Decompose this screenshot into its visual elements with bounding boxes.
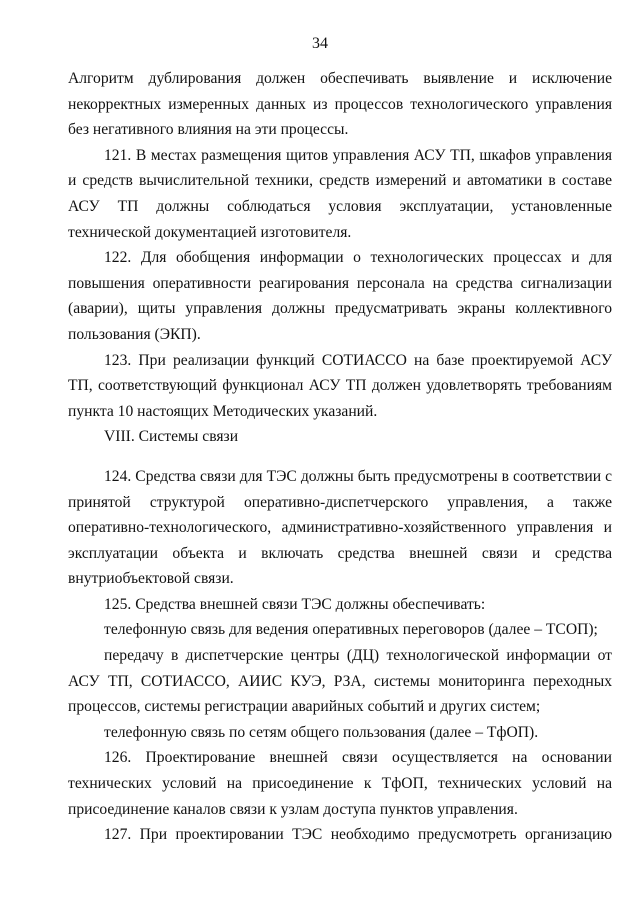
paragraph-125: 125. Средства внешней связи ТЭС должны обеспечивать:: [104, 595, 486, 613]
paragraph-121: 121. В местах размещения щитов управления АСУ ТП, шкафов управления и средств вычислительной техники, средств измерений и автоматики в составе АСУ ТП должны соблюдаться условия эксплуатации, установленные технической документацией изготовителя.: [68, 146, 612, 241]
list-item-dc-transfer: передачу в диспетчерские центры (ДЦ) технологической информации от АСУ ТП, СОТИАССО, АИИС КУЭ, РЗА, системы мониторинга переходных процессов, системы регистрации аварийных событий и других систем;: [68, 647, 612, 716]
paragraph-123: 123. При реализации функций СОТИАССО на базе проектируемой АСУ ТП, соответствующий функционал АСУ ТП должен удовлетворять требованиям пункта 10 настоящих Методических указаний.: [68, 351, 612, 420]
list-item-tsop: телефонную связь для ведения оперативных переговоров (далее – ТСОП);: [104, 621, 598, 639]
list-item-tfop: телефонную связь по сетям общего пользования (далее – ТфОП).: [104, 723, 539, 741]
section-heading: VIII. Системы связи: [104, 428, 239, 446]
paragraph-127: 127. При проектировании ТЭС необходимо предусмотреть организацию: [104, 826, 612, 844]
paragraph-122: 122. Для обобщения информации о технологических процессах и для повышения оперативности реагирования персонала на средства сигнализации (аварии), щиты управления должны предусматривать экраны коллективного пользования (ЭКП).: [68, 249, 612, 343]
paragraph-algorithm: Алгоритм дублирования должен обеспечивать выявление и исключение некорректных измеренных данных из процессов технологического управления без негативного влияния на эти процессы.: [68, 70, 612, 139]
page-number: 34: [312, 35, 328, 52]
paragraph-126: 126. Проектирование внешней связи осуществляется на основании технических условий на присоединение к ТфОП, технических условий на присоединение каналов связи к узлам доступа пунктов управления.: [68, 749, 612, 818]
paragraph-124: 124. Средства связи для ТЭС должны быть предусмотрены в соответствии с принятой структурой оперативно-диспетчерского управления, а также оперативно-технологического, административно-хозяйственного управления и эксплуатации объекта и включать средства внешней связи и средства внутриобъектовой связи.: [68, 467, 612, 588]
document-body: [68, 66, 612, 848]
